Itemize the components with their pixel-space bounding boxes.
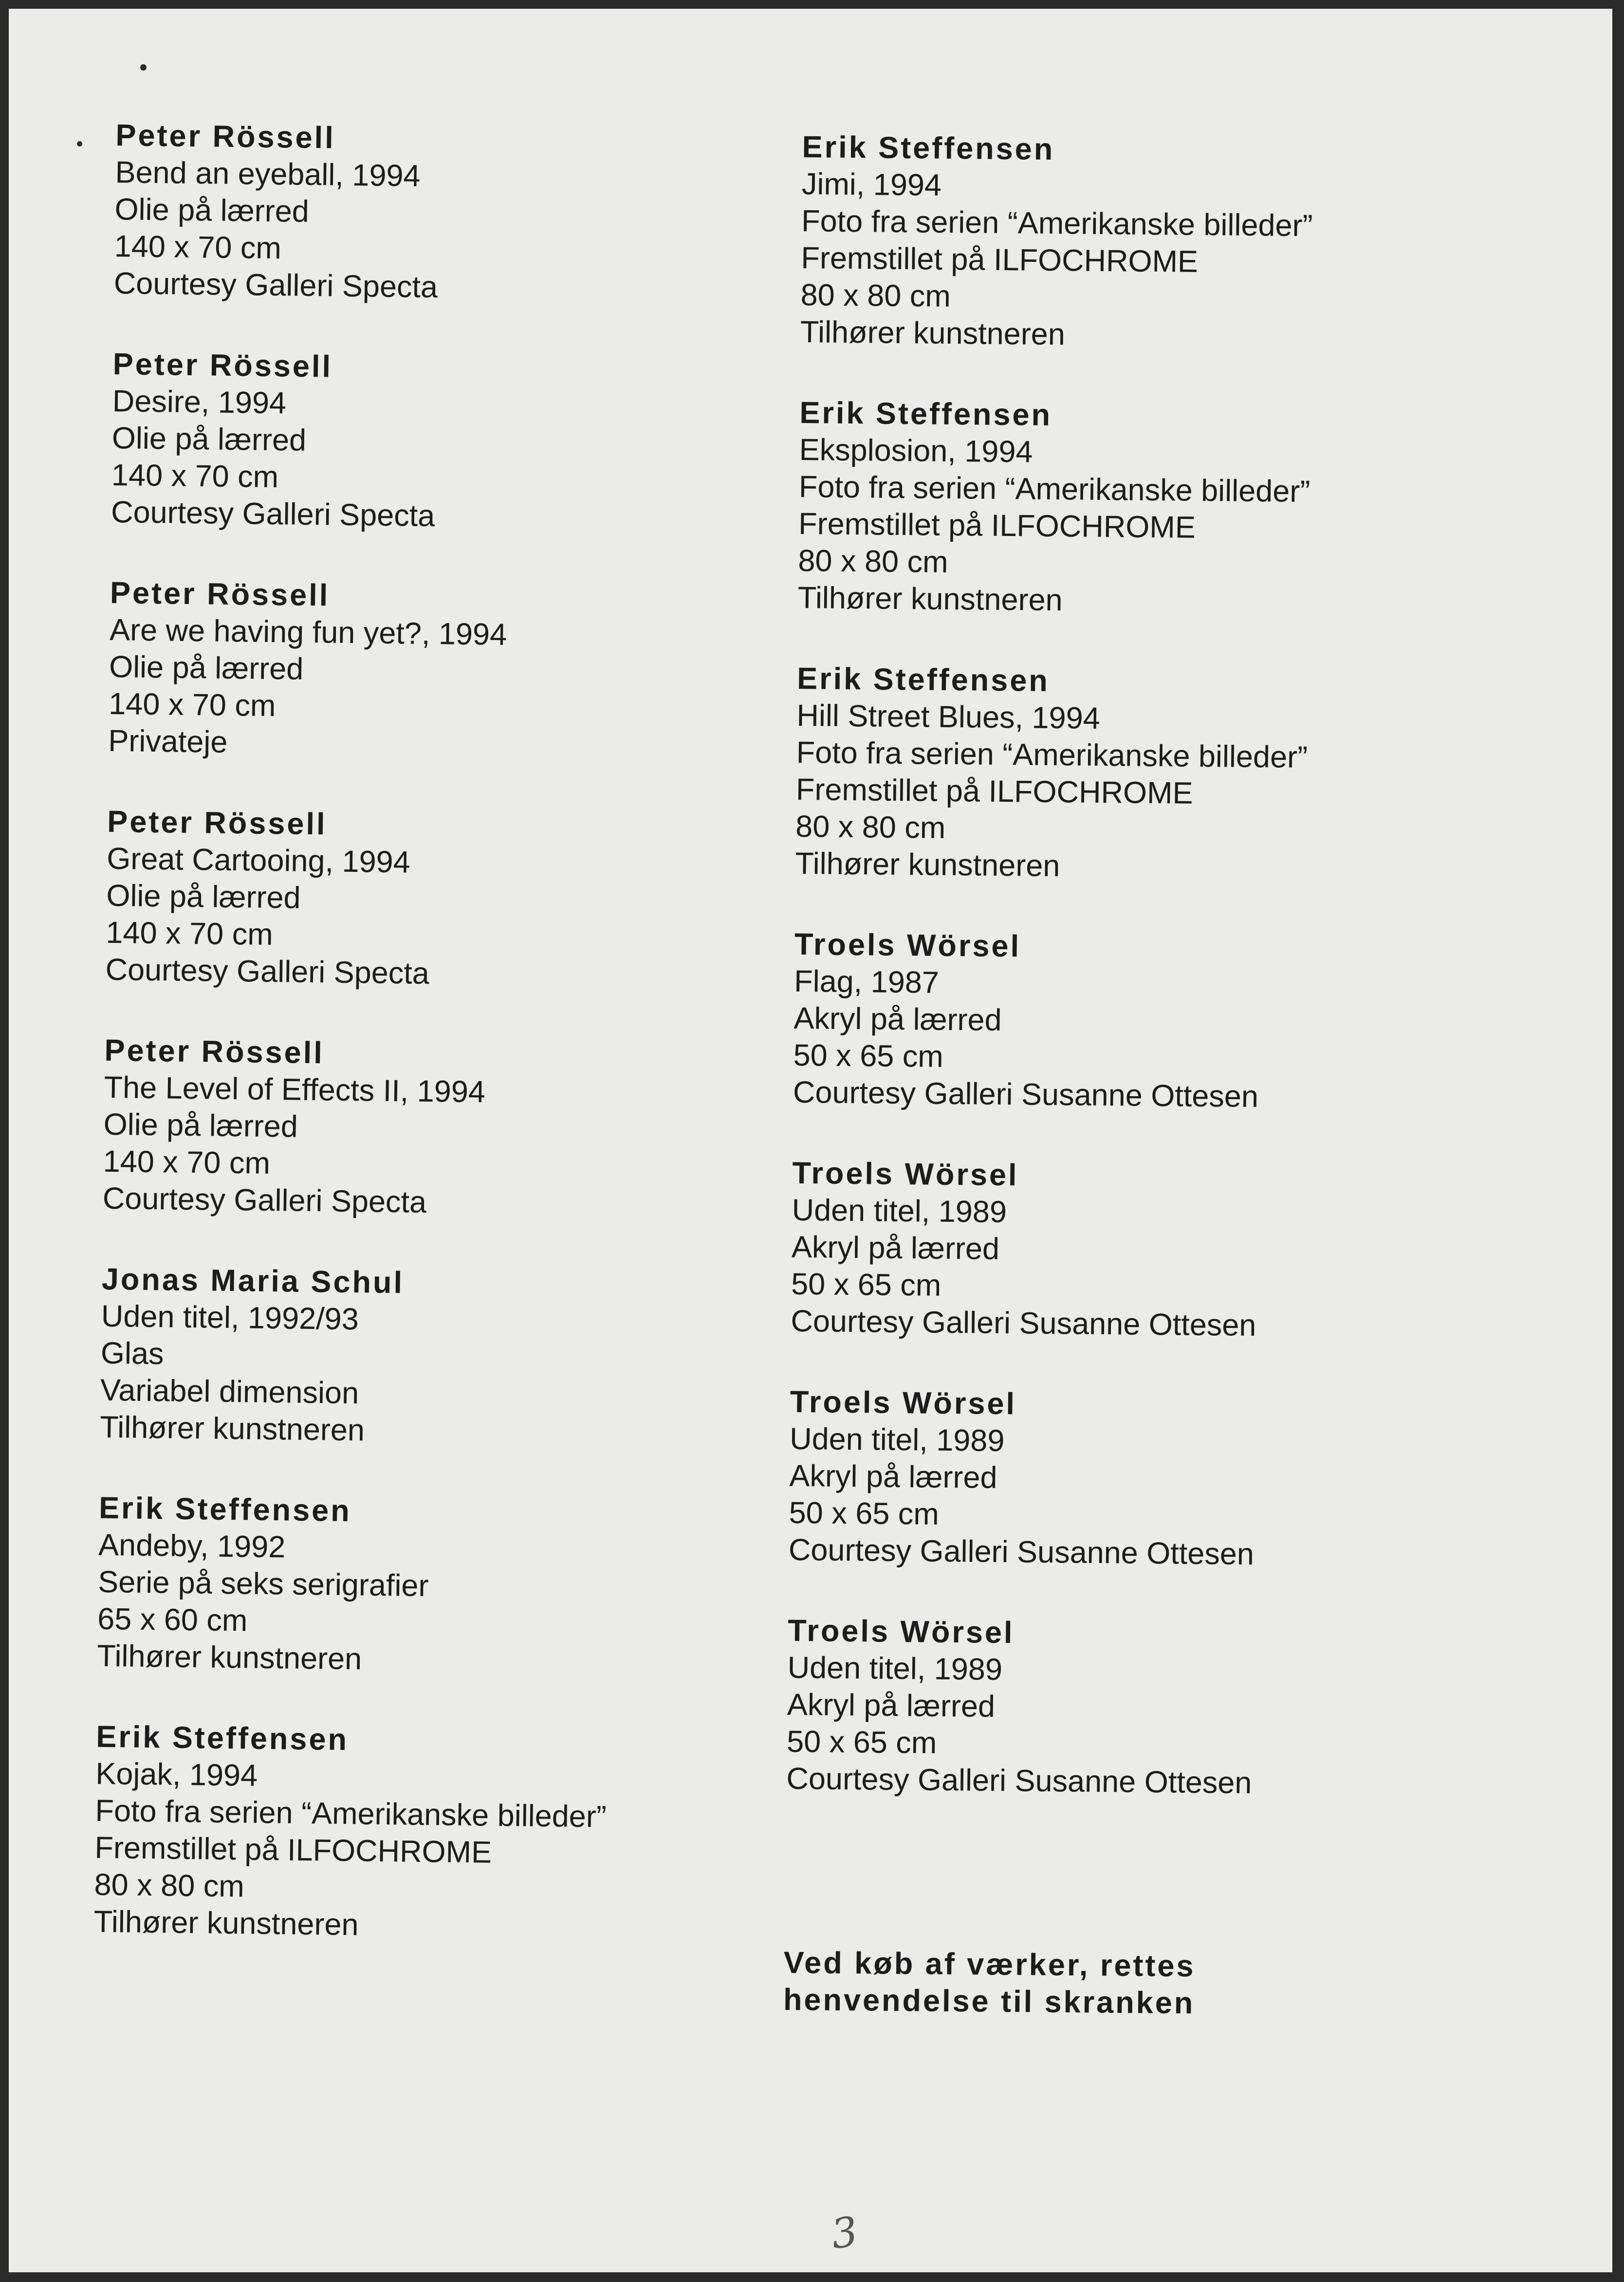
artist-name: Troels Wörsel	[794, 927, 1021, 964]
artwork-entry	[800, 129, 1435, 356]
artwork-detail: Andeby, 1992	[98, 1527, 286, 1564]
artwork-detail: Tilhører kunstneren	[96, 1638, 362, 1676]
artwork-detail: Fremstillet på ILFOCHROME	[94, 1830, 492, 1870]
artist-name: Troels Wörsel	[792, 1156, 1019, 1193]
artwork-detail: Courtesy Galleri Susanne Ottesen	[788, 1532, 1255, 1572]
artwork-detail: 140 x 70 cm	[103, 1144, 271, 1181]
left-column	[93, 117, 749, 1992]
artwork-detail: Courtesy Galleri Susanne Ottesen	[791, 1304, 1256, 1343]
artwork-detail: 50 x 65 cm	[791, 1267, 941, 1303]
artwork-detail: 80 x 80 cm	[94, 1867, 245, 1904]
page-number: 3	[828, 2207, 861, 2259]
artist-name: Erik Steffensen	[796, 661, 1050, 698]
artwork-entry	[113, 117, 749, 310]
ink-speck	[77, 141, 82, 147]
artwork-detail: 140 x 70 cm	[111, 458, 279, 495]
artist-name: Erik Steffensen	[98, 1491, 352, 1528]
artist-name: Troels Wörsel	[790, 1384, 1017, 1421]
artwork-detail: Tilhører kunstneren	[800, 314, 1066, 352]
artwork-detail: Tilhører kunstneren	[93, 1904, 359, 1942]
artwork-detail: Olie på lærred	[106, 878, 301, 915]
artwork-detail: Foto fra serien “Amerikanske billeder”	[796, 735, 1308, 775]
artwork-detail: Courtesy Galleri Specta	[105, 952, 430, 991]
artist-name: Peter Rössell	[110, 575, 330, 613]
artwork-detail: Courtesy Galleri Susanne Ottesen	[786, 1761, 1252, 1801]
artwork-detail: Eksplosion, 1994	[799, 432, 1033, 469]
ink-speck	[140, 64, 147, 71]
artwork-detail: 80 x 80 cm	[800, 277, 951, 313]
artwork-detail: 80 x 80 cm	[795, 809, 946, 845]
right-column	[786, 129, 1435, 1847]
artwork-entry	[93, 1718, 729, 1948]
artwork-detail: Fremstillet på ILFOCHROME	[798, 506, 1196, 545]
artwork-detail: Flag, 1987	[794, 964, 940, 1000]
artwork-detail: Olie på lærred	[109, 649, 304, 686]
artwork-detail: Akryl på lærred	[794, 1001, 1002, 1038]
artwork-detail: Uden titel, 1992/93	[101, 1299, 359, 1337]
artist-name: Erik Steffensen	[95, 1719, 349, 1757]
artwork-detail: Courtesy Galleri Susanne Ottesen	[793, 1075, 1259, 1114]
artwork-detail: 140 x 70 cm	[108, 686, 276, 723]
artwork-entry	[108, 574, 743, 767]
artwork-detail: Kojak, 1994	[95, 1756, 258, 1793]
artwork-entry	[100, 1261, 735, 1454]
artwork-detail: Great Cartooing, 1994	[106, 841, 411, 880]
artwork-detail: Variabel dimension	[100, 1373, 359, 1411]
artwork-detail: The Level of Effects II, 1994	[104, 1070, 486, 1109]
artwork-detail: Foto fra serien “Amerikanske billeder”	[798, 469, 1310, 509]
purchase-note-line-1: Ved køb af værker, rettes	[783, 1946, 1196, 1984]
artwork-entry	[105, 803, 740, 996]
artwork-entry	[97, 1490, 732, 1682]
artwork-detail: Glas	[100, 1336, 164, 1371]
artwork-detail: Courtesy Galleri Specta	[113, 266, 438, 305]
artwork-detail: Serie på seks serigrafier	[97, 1564, 429, 1603]
artwork-detail: Uden titel, 1989	[787, 1650, 1003, 1687]
artwork-detail: Courtesy Galleri Specta	[111, 495, 435, 534]
artwork-detail: Uden titel, 1989	[789, 1421, 1005, 1458]
artwork-detail: 65 x 60 cm	[97, 1601, 248, 1638]
purchase-note-line-2: henvendelse til skranken	[783, 1982, 1195, 2021]
artwork-detail: Fremstillet på ILFOCHROME	[801, 240, 1199, 279]
artwork-entry	[111, 346, 746, 538]
artist-name: Peter Rössell	[115, 118, 336, 155]
artwork-detail: Fremstillet på ILFOCHROME	[795, 772, 1193, 810]
artwork-entry	[789, 1383, 1423, 1574]
artwork-detail: Olie på lærred	[111, 421, 307, 458]
artist-name: Peter Rössell	[107, 804, 327, 842]
artwork-detail: 50 x 65 cm	[793, 1038, 944, 1074]
artwork-detail: Foto fra serien “Amerikanske billeder”	[95, 1793, 607, 1834]
artwork-entry	[797, 394, 1432, 622]
artwork-detail: Tilhører kunstneren	[99, 1410, 365, 1448]
artwork-detail: Are we having fun yet?, 1994	[109, 612, 507, 652]
artwork-entry	[786, 1612, 1421, 1803]
artwork-detail: Bend an eyeball, 1994	[115, 155, 421, 193]
artist-name: Peter Rössell	[104, 1033, 325, 1070]
artwork-detail: Olie på lærred	[114, 192, 310, 229]
artwork-detail: 50 x 65 cm	[786, 1724, 937, 1760]
artwork-entry	[791, 1155, 1425, 1345]
artwork-detail: Privateje	[108, 723, 228, 759]
artist-name: Erik Steffensen	[799, 395, 1052, 432]
artwork-detail: Akryl på lærred	[791, 1230, 1000, 1266]
artist-name: Peter Rössell	[112, 347, 333, 384]
artwork-detail: Tilhører kunstneren	[797, 580, 1063, 618]
artwork-entry	[102, 1032, 738, 1225]
purchase-note	[783, 1944, 1196, 2022]
artwork-detail: Jimi, 1994	[801, 166, 942, 202]
artwork-detail: 80 x 80 cm	[798, 543, 948, 579]
artwork-detail: Uden titel, 1989	[792, 1193, 1007, 1230]
artwork-detail: Courtesy Galleri Specta	[102, 1181, 427, 1219]
artwork-detail: Akryl på lærred	[787, 1687, 996, 1724]
artwork-detail: 140 x 70 cm	[106, 915, 274, 952]
artwork-detail: Desire, 1994	[112, 384, 287, 421]
artwork-detail: 140 x 70 cm	[114, 229, 282, 266]
document-page	[9, 9, 1612, 2272]
artwork-detail: Foto fra serien “Amerikanske billeder”	[801, 203, 1313, 243]
artwork-detail: Hill Street Blues, 1994	[796, 698, 1101, 736]
artist-name: Erik Steffensen	[802, 129, 1055, 166]
artwork-entry	[795, 660, 1430, 888]
artwork-detail: Olie på lærred	[103, 1107, 298, 1144]
artwork-detail: Akryl på lærred	[789, 1458, 997, 1495]
artwork-entry	[793, 926, 1428, 1117]
artist-name: Troels Wörsel	[788, 1613, 1015, 1650]
artist-name: Jonas Maria Schul	[101, 1262, 405, 1300]
artwork-detail: 50 x 65 cm	[789, 1495, 940, 1531]
artwork-detail: Tilhører kunstneren	[795, 846, 1060, 883]
